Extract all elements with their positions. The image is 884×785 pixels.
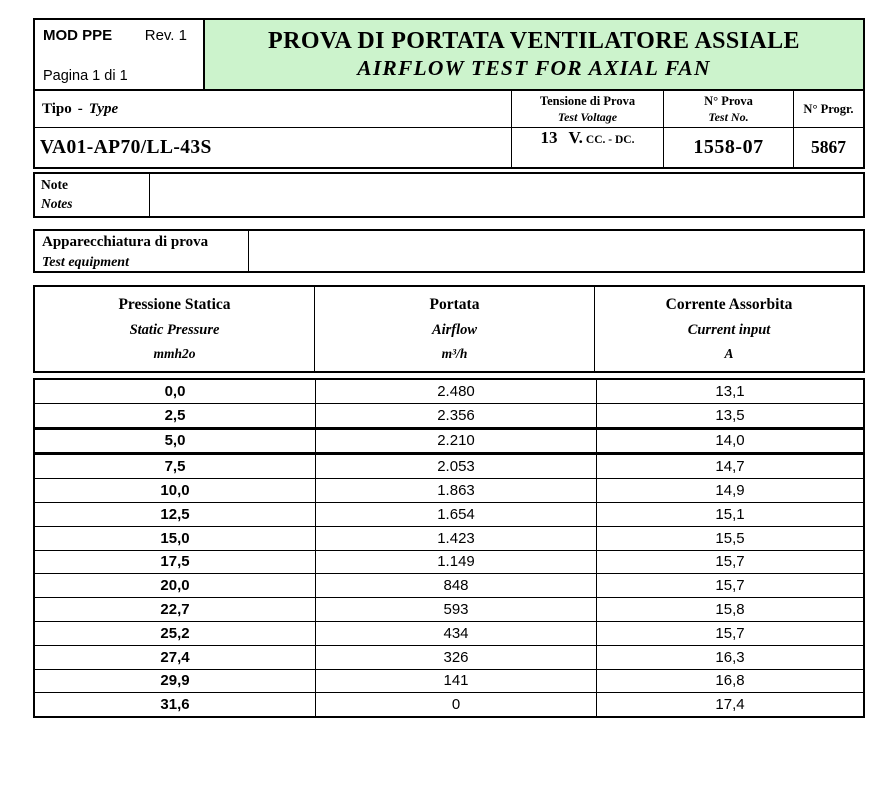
table-row (34, 669, 864, 693)
column-title-en: Current input (687, 321, 771, 338)
table-cell: 15,7 (597, 574, 865, 598)
table-cell: 5,0 (34, 428, 316, 454)
note-label (35, 174, 150, 216)
table-cell: 14,0 (597, 428, 865, 454)
equipment-label (35, 231, 249, 271)
table-cell: 25,2 (34, 621, 316, 645)
table-row (34, 693, 864, 717)
column-title-it: Portata (429, 296, 480, 313)
table-row (34, 502, 864, 526)
equipment-value (249, 231, 863, 271)
table-cell: 14,7 (597, 454, 865, 479)
voltage-label-it: Tensione di Prova (539, 94, 636, 108)
table-row (34, 379, 864, 403)
page-number: Pagina 1 di 1 (43, 68, 128, 84)
progr-label: N° Progr. (803, 101, 854, 116)
column-header-static-pressure (35, 287, 315, 371)
table-cell: 10,0 (34, 479, 316, 503)
table-cell: 17,5 (34, 550, 316, 574)
voltage-current-type: CC. - DC. (585, 134, 635, 146)
column-header-current (595, 287, 863, 371)
table-cell: 2.210 (316, 428, 597, 454)
table-row (34, 526, 864, 550)
results-table-header (33, 285, 865, 373)
column-unit: mmh2o (153, 346, 196, 361)
table-row (34, 598, 864, 622)
type-value: VA01-AP70/LL-43S (35, 128, 512, 167)
note-label-it: Note (41, 177, 68, 192)
table-cell: 22,7 (34, 598, 316, 622)
table-cell: 2.053 (316, 454, 597, 479)
column-title-it: Pressione Statica (118, 296, 231, 313)
table-cell: 141 (316, 669, 597, 693)
results-table-body (34, 379, 864, 717)
table-cell: 14,9 (597, 479, 865, 503)
table-cell: 15,0 (34, 526, 316, 550)
table-row (34, 645, 864, 669)
table-row (34, 479, 864, 503)
table-cell: 7,5 (34, 454, 316, 479)
table-cell: 326 (316, 645, 597, 669)
table-row (34, 403, 864, 428)
results-table (33, 378, 865, 718)
progr-value: 5867 (811, 137, 846, 157)
table-cell: 0 (316, 693, 597, 717)
note-label-en: Notes (41, 196, 73, 211)
column-title-en: Static Pressure (129, 321, 220, 338)
column-unit: m³/h (441, 346, 468, 361)
table-cell: 15,7 (597, 621, 865, 645)
table-row (34, 550, 864, 574)
voltage-number: 13 (540, 128, 558, 147)
title-banner (205, 20, 863, 89)
table-cell: 17,4 (597, 693, 865, 717)
table-cell: 15,5 (597, 526, 865, 550)
type-label-it: Tipo (42, 100, 72, 117)
table-cell: 2.480 (316, 379, 597, 403)
table-cell: 13,1 (597, 379, 865, 403)
equipment-label-it: Apparecchiatura di prova (42, 234, 209, 250)
table-cell: 16,8 (597, 669, 865, 693)
table-cell: 29,9 (34, 669, 316, 693)
doc-code-line (43, 27, 195, 44)
table-cell: 20,0 (34, 574, 316, 598)
equipment-label-en: Test equipment (42, 255, 129, 270)
table-cell: 1.149 (316, 550, 597, 574)
table-row (34, 621, 864, 645)
table-cell: 12,5 (34, 502, 316, 526)
column-title-en: Airflow (431, 321, 478, 338)
note-value (150, 174, 863, 216)
test-no-header (664, 91, 794, 128)
table-cell: 16,3 (597, 645, 865, 669)
table-cell: 27,4 (34, 645, 316, 669)
note-box (33, 172, 865, 218)
table-cell: 848 (316, 574, 597, 598)
test-no-label-it: N° Prova (704, 94, 753, 108)
equipment-box (33, 229, 865, 273)
table-cell: 434 (316, 621, 597, 645)
table-cell: 15,1 (597, 502, 865, 526)
table-cell: 15,8 (597, 598, 865, 622)
header-row (33, 18, 865, 91)
table-cell: 1.423 (316, 526, 597, 550)
progr-header (794, 91, 863, 128)
test-no-label-en: Test No. (708, 110, 749, 124)
column-unit: A (724, 346, 734, 361)
doc-revision: Rev. 1 (144, 27, 187, 44)
doc-code: MOD PPE (43, 27, 113, 44)
doc-code-box (35, 20, 205, 89)
table-cell: 593 (316, 598, 597, 622)
voltage-unit: V. (568, 128, 583, 147)
column-title-it: Corrente Assorbita (665, 296, 793, 313)
table-row (34, 454, 864, 479)
title-english: AIRFLOW TEST FOR AXIAL FAN (357, 56, 711, 80)
table-cell: 13,5 (597, 403, 865, 428)
table-cell: 2.356 (316, 403, 597, 428)
type-label (35, 91, 512, 128)
column-header-airflow (315, 287, 595, 371)
table-row (34, 574, 864, 598)
table-cell: 0,0 (34, 379, 316, 403)
voltage-header (512, 91, 664, 128)
title-italian: PROVA DI PORTATA VENTILATORE ASSIALE (268, 28, 800, 54)
voltage-value (512, 128, 664, 167)
table-cell: 1.863 (316, 479, 597, 503)
table-row (34, 428, 864, 454)
table-cell: 15,7 (597, 550, 865, 574)
info-grid (33, 91, 865, 169)
table-cell: 2,5 (34, 403, 316, 428)
table-cell: 1.654 (316, 502, 597, 526)
type-label-separator: - (77, 100, 83, 117)
test-no-value: 1558-07 (664, 128, 794, 167)
voltage-label-en: Test Voltage (557, 110, 618, 124)
type-label-en: Type (88, 100, 119, 117)
table-cell: 31,6 (34, 693, 316, 717)
